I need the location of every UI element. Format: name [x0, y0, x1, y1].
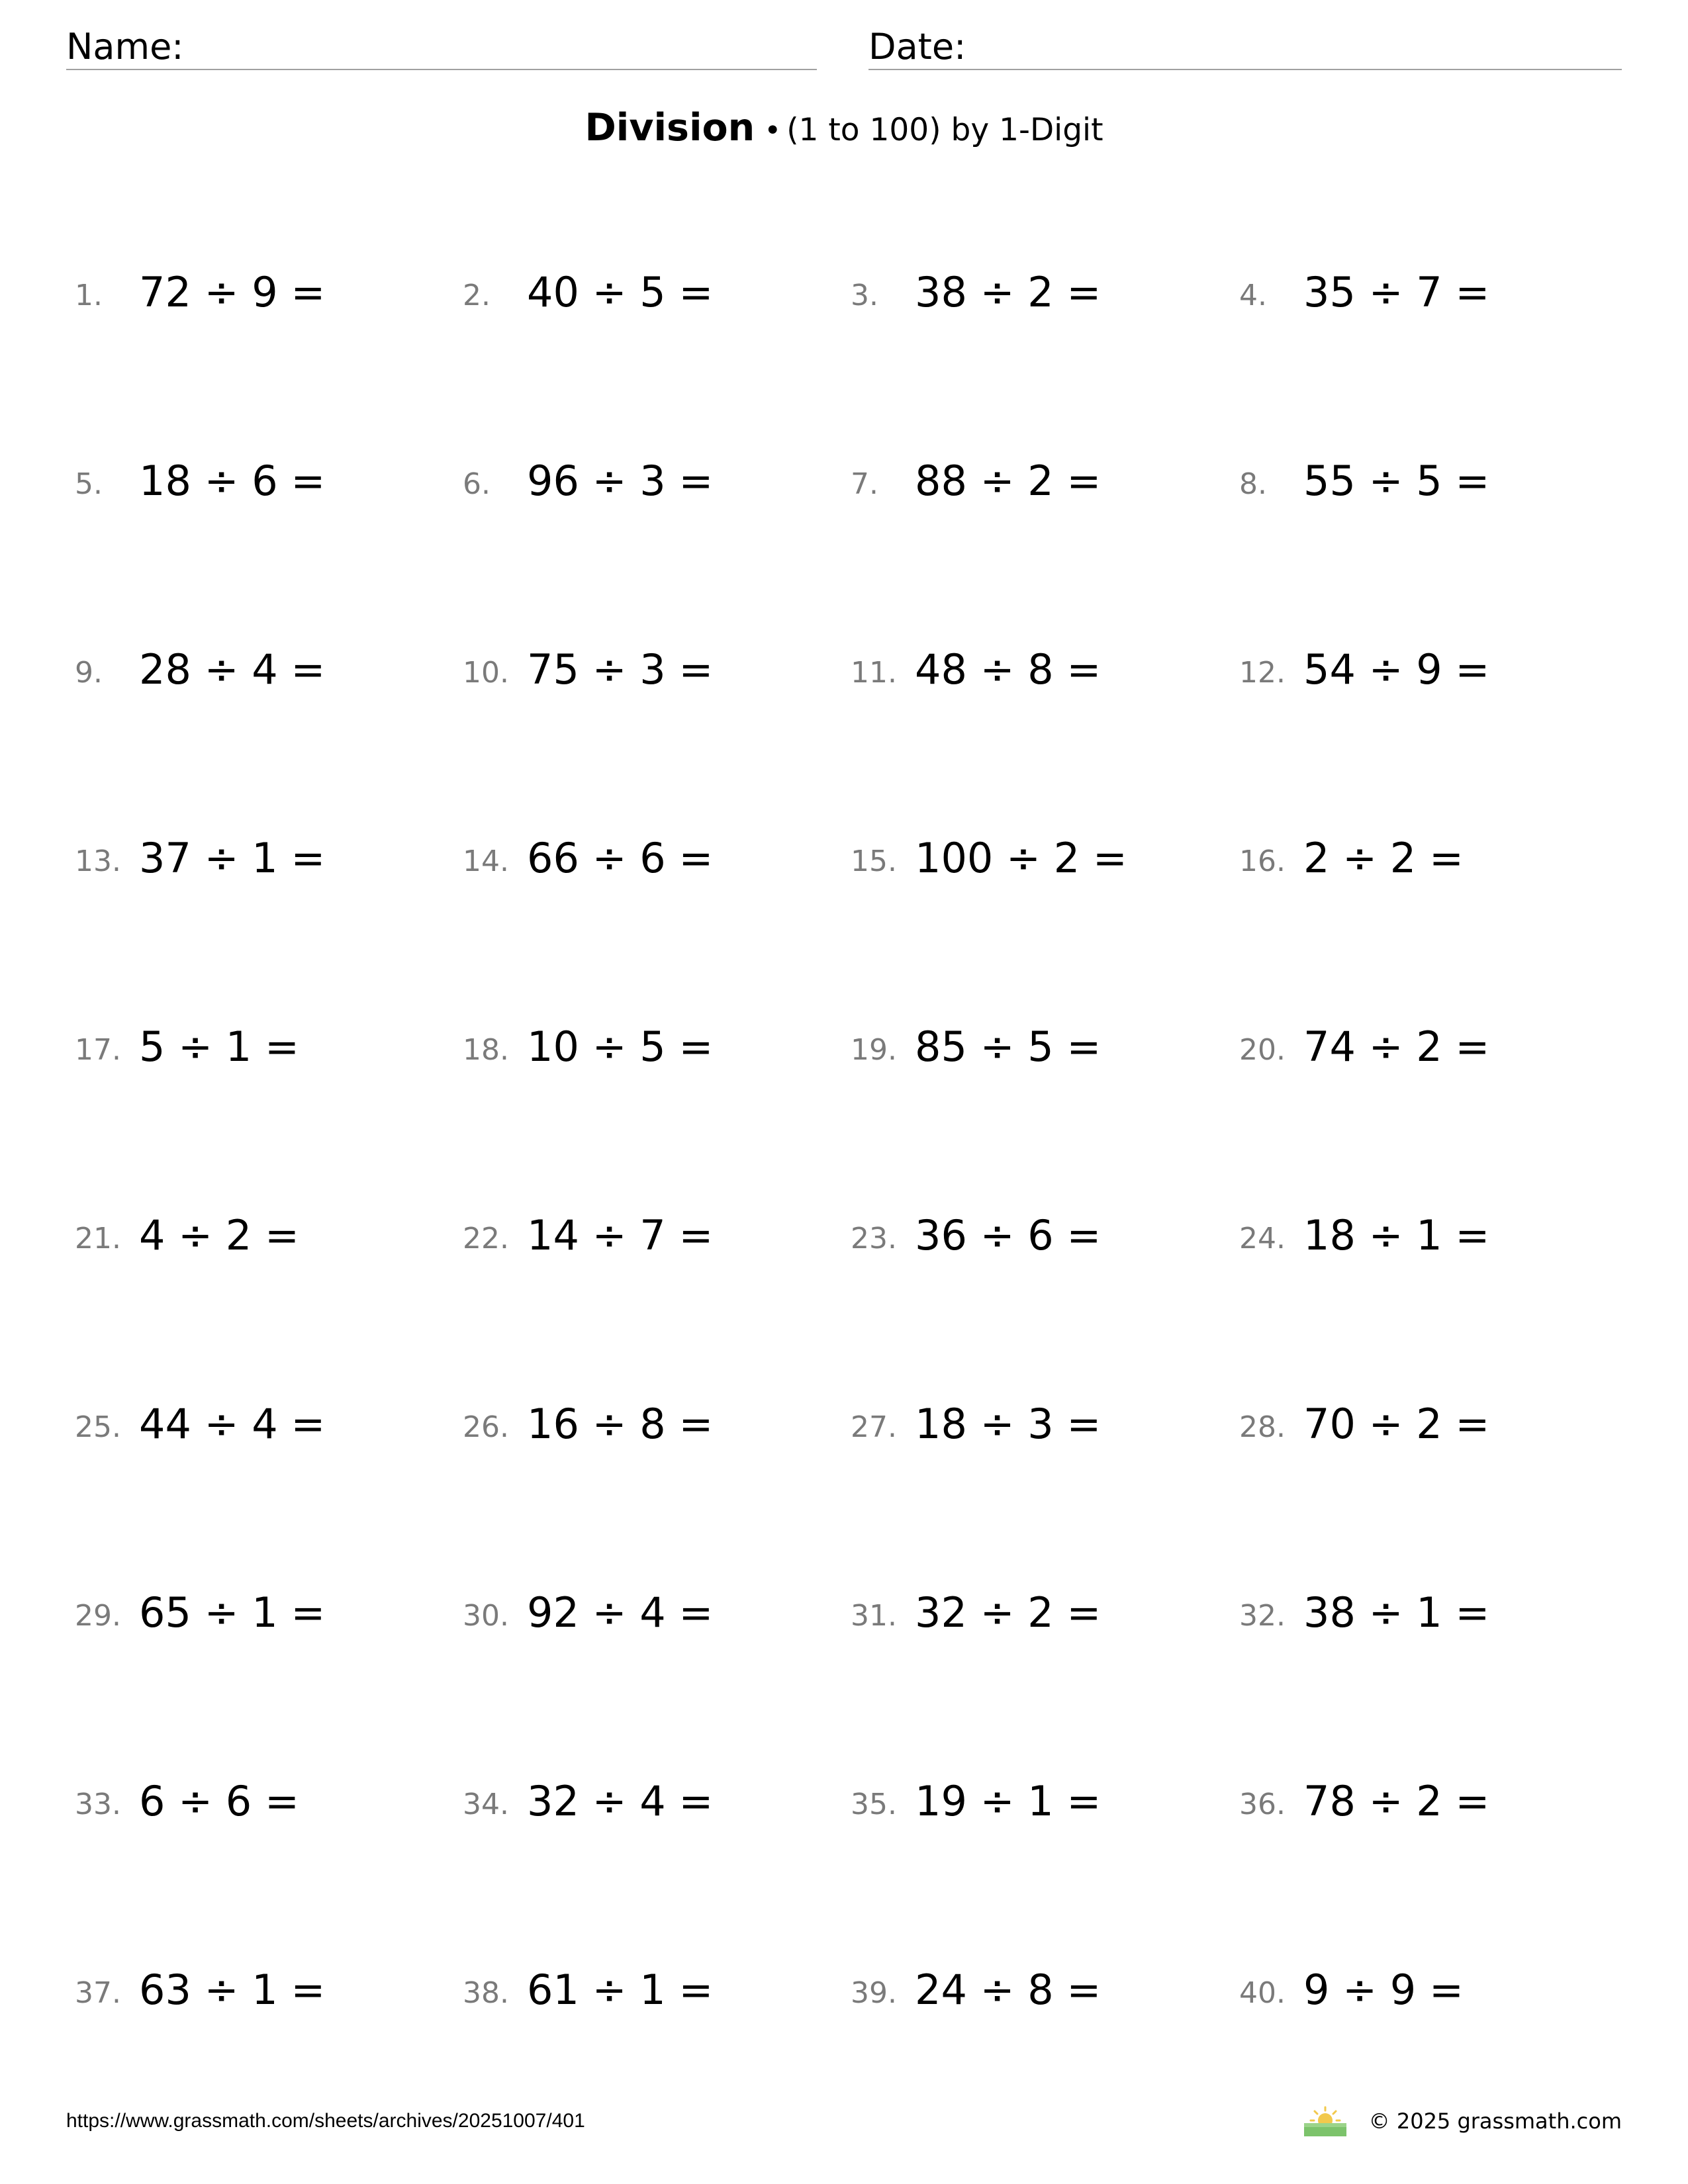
problem-item	[463, 1398, 820, 1451]
problem-number: 15.	[851, 844, 897, 878]
problem-number: 22.	[463, 1222, 509, 1255]
problem-item	[1239, 455, 1597, 508]
problem-item	[1239, 832, 1597, 885]
problem-expression: 19 ÷ 1 =	[915, 1777, 1102, 1825]
problem-number: 2.	[463, 279, 491, 312]
problem-expression: 38 ÷ 2 =	[915, 268, 1102, 316]
problem-item	[463, 1021, 820, 1073]
problem-number: 8.	[1239, 467, 1267, 501]
problem-number: 39.	[851, 1976, 897, 2010]
problem-expression: 66 ÷ 6 =	[527, 834, 714, 882]
problem-number: 37.	[75, 1976, 121, 2010]
problem-item	[851, 832, 1208, 885]
problem-number: 11.	[851, 656, 897, 690]
problem-item	[851, 1209, 1208, 1262]
problem-expression: 48 ÷ 8 =	[915, 645, 1102, 694]
problem-number: 12.	[1239, 656, 1286, 690]
problem-expression: 92 ÷ 4 =	[527, 1588, 714, 1637]
problem-number: 17.	[75, 1033, 121, 1067]
problem-expression: 54 ÷ 9 =	[1303, 645, 1490, 694]
footer-copyright: © 2025 grassmath.com	[1368, 2109, 1622, 2134]
problem-expression: 70 ÷ 2 =	[1303, 1400, 1490, 1448]
problem-expression: 2 ÷ 2 =	[1303, 834, 1464, 882]
problem-number: 29.	[75, 1599, 121, 1633]
problem-item	[1239, 266, 1597, 319]
problem-number: 10.	[463, 656, 509, 690]
problem-number: 1.	[75, 279, 103, 312]
problem-expression: 28 ÷ 4 =	[139, 645, 326, 694]
problem-expression: 37 ÷ 1 =	[139, 834, 326, 882]
problem-expression: 24 ÷ 8 =	[915, 1966, 1102, 2014]
problem-item	[463, 1209, 820, 1262]
problem-expression: 16 ÷ 8 =	[527, 1400, 714, 1448]
problem-number: 19.	[851, 1033, 897, 1067]
problem-number: 16.	[1239, 844, 1286, 878]
title-main: Division	[585, 106, 755, 150]
date-field[interactable]	[868, 20, 1622, 70]
problem-number: 38.	[463, 1976, 509, 2010]
problem-expression: 61 ÷ 1 =	[527, 1966, 714, 2014]
problem-number: 24.	[1239, 1222, 1286, 1255]
problem-item	[75, 1398, 432, 1451]
problem-expression: 88 ÷ 2 =	[915, 457, 1102, 505]
problem-number: 21.	[75, 1222, 121, 1255]
problem-expression: 6 ÷ 6 =	[139, 1777, 299, 1825]
problem-item	[75, 1021, 432, 1073]
problem-number: 27.	[851, 1410, 897, 1444]
problem-item	[463, 1586, 820, 1639]
problem-item	[851, 455, 1208, 508]
problem-item	[463, 643, 820, 696]
footer-url: https://www.grassmath.com/sheets/archives/20251007/401	[66, 2110, 585, 2132]
problem-item	[1239, 1964, 1597, 2017]
problem-expression: 74 ÷ 2 =	[1303, 1023, 1490, 1071]
problem-number: 26.	[463, 1410, 509, 1444]
problem-item	[75, 1964, 432, 2017]
problem-item	[1239, 1775, 1597, 1828]
problem-item	[463, 266, 820, 319]
problem-number: 9.	[75, 656, 103, 690]
problem-item	[851, 266, 1208, 319]
problem-item	[75, 266, 432, 319]
problem-expression: 32 ÷ 2 =	[915, 1588, 1102, 1637]
problem-item	[1239, 1021, 1597, 1073]
problem-item	[851, 1398, 1208, 1451]
problem-number: 32.	[1239, 1599, 1286, 1633]
problem-number: 33.	[75, 1788, 121, 1821]
problem-item	[1239, 1209, 1597, 1262]
problem-item	[463, 1775, 820, 1828]
problem-number: 34.	[463, 1788, 509, 1821]
problem-item	[75, 643, 432, 696]
problem-expression: 40 ÷ 5 =	[527, 268, 714, 316]
problem-expression: 5 ÷ 1 =	[139, 1023, 299, 1071]
problem-item	[75, 1775, 432, 1828]
problem-expression: 18 ÷ 1 =	[1303, 1211, 1490, 1259]
problem-item	[75, 455, 432, 508]
problem-item	[1239, 643, 1597, 696]
problem-expression: 72 ÷ 9 =	[139, 268, 326, 316]
problem-expression: 32 ÷ 4 =	[527, 1777, 714, 1825]
problem-expression: 14 ÷ 7 =	[527, 1211, 714, 1259]
problem-expression: 78 ÷ 2 =	[1303, 1777, 1490, 1825]
problem-expression: 75 ÷ 3 =	[527, 645, 714, 694]
problem-number: 30.	[463, 1599, 509, 1633]
problem-item	[463, 832, 820, 885]
problem-expression: 18 ÷ 6 =	[139, 457, 326, 505]
date-label: Date:	[868, 26, 966, 68]
title-subtitle: (1 to 100) by 1-Digit	[786, 112, 1103, 148]
problem-expression: 100 ÷ 2 =	[915, 834, 1127, 882]
problem-item	[851, 1775, 1208, 1828]
problem-expression: 63 ÷ 1 =	[139, 1966, 326, 2014]
name-field[interactable]	[66, 20, 817, 70]
problem-number: 4.	[1239, 279, 1267, 312]
problem-number: 31.	[851, 1599, 897, 1633]
problem-number: 35.	[851, 1788, 897, 1821]
name-label: Name:	[66, 26, 184, 68]
problem-number: 40.	[1239, 1976, 1286, 2010]
problem-expression: 10 ÷ 5 =	[527, 1023, 714, 1071]
problem-number: 6.	[463, 467, 491, 501]
problem-number: 36.	[1239, 1788, 1286, 1821]
problem-item	[1239, 1586, 1597, 1639]
problem-expression: 55 ÷ 5 =	[1303, 457, 1490, 505]
worksheet-title	[0, 106, 1688, 150]
problem-expression: 85 ÷ 5 =	[915, 1023, 1102, 1071]
problem-item	[851, 1586, 1208, 1639]
problem-expression: 44 ÷ 4 =	[139, 1400, 326, 1448]
problem-number: 28.	[1239, 1410, 1286, 1444]
problem-expression: 35 ÷ 7 =	[1303, 268, 1490, 316]
problem-item	[75, 1209, 432, 1262]
grass-sun-logo-icon	[1301, 2105, 1349, 2138]
problem-expression: 65 ÷ 1 =	[139, 1588, 326, 1637]
problem-expression: 36 ÷ 6 =	[915, 1211, 1102, 1259]
problem-item	[851, 1964, 1208, 2017]
problem-expression: 38 ÷ 1 =	[1303, 1588, 1490, 1637]
problem-item	[851, 643, 1208, 696]
problem-number: 13.	[75, 844, 121, 878]
footer-branding	[1301, 2105, 1622, 2138]
problem-item	[75, 1586, 432, 1639]
problem-item	[463, 1964, 820, 2017]
title-bullet: •	[764, 114, 782, 148]
problem-number: 23.	[851, 1222, 897, 1255]
problem-number: 25.	[75, 1410, 121, 1444]
problem-item	[851, 1021, 1208, 1073]
problem-item	[1239, 1398, 1597, 1451]
problem-expression: 96 ÷ 3 =	[527, 457, 714, 505]
problem-number: 7.	[851, 467, 878, 501]
problem-expression: 18 ÷ 3 =	[915, 1400, 1102, 1448]
problem-item	[463, 455, 820, 508]
problem-number: 14.	[463, 844, 509, 878]
problem-number: 18.	[463, 1033, 509, 1067]
problem-number: 20.	[1239, 1033, 1286, 1067]
problem-expression: 4 ÷ 2 =	[139, 1211, 299, 1259]
problem-item	[75, 832, 432, 885]
problem-number: 3.	[851, 279, 878, 312]
problem-expression: 9 ÷ 9 =	[1303, 1966, 1464, 2014]
problem-number: 5.	[75, 467, 103, 501]
